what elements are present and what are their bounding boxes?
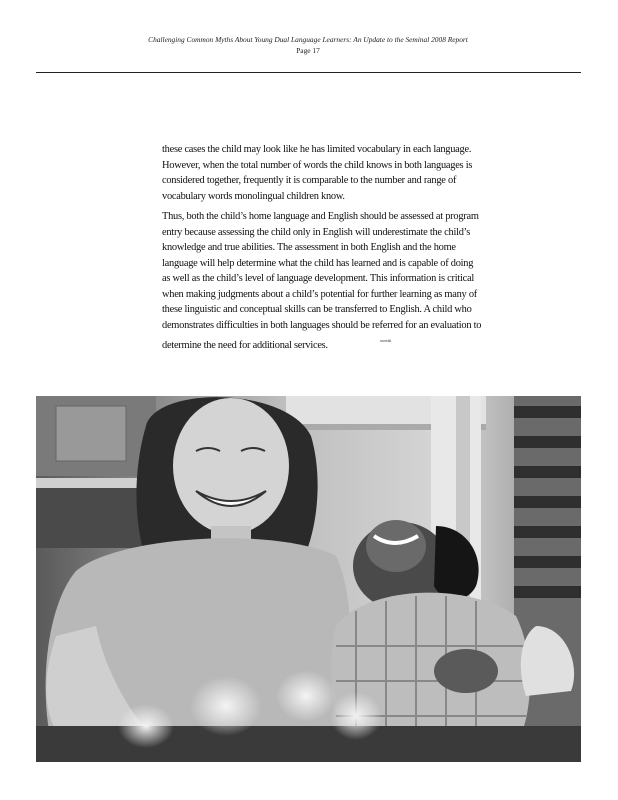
- photo-illustration: [36, 396, 581, 762]
- paragraph: these cases the child may look like he has limited vocabulary in each language. However, when the total number of words the child knows in both languages is considered together, frequently it is comparable to the number and range of vocabulary words monolingual children know.: [162, 144, 473, 202]
- report-title: Challenging Common Myths About Young Dual Language Learners: An Update to the Seminal 2008 Report: [148, 35, 468, 44]
- running-header: [36, 34, 580, 56]
- body-text: [162, 142, 482, 359]
- paragraph-text: Thus, both the child’s home language and English should be assessed at program entry because assessing the child only in English will underestimate the child’s knowledge and true abilities. The assessment in both English and the home language will help determine what the child has learned and is capable of doing as well as the child’s level of language development. This information is critical when making judgments about a child’s potential for further learning as many of these linguistic and conceptual skills can be transferred to English. A child who demonstrates difficulties in both languages should be referred for an evaluation to determine the need for additional services.: [162, 211, 482, 351]
- footnote-marker: xxxviii: [379, 338, 391, 343]
- header-divider: [36, 72, 581, 73]
- photo-teacher-and-child: [36, 396, 581, 762]
- paragraph: [162, 209, 482, 354]
- page-number: Page 17: [296, 46, 320, 55]
